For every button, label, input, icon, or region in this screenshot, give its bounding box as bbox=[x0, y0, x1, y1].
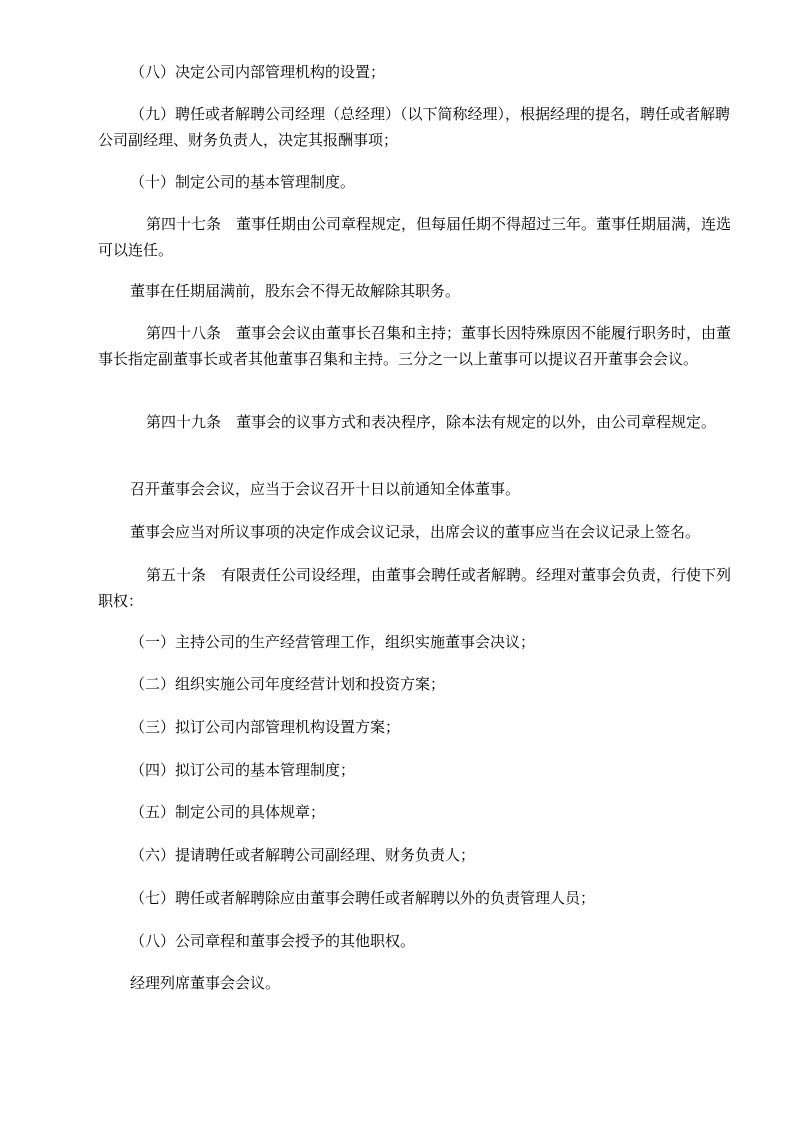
paragraph-item-9-appoint-manager: （九）聘任或者解聘公司经理（总经理）（以下简称经理），根据经理的提名，聘任或者解聘公司副经理、财务负责人，决定其报酬事项； bbox=[98, 105, 731, 149]
paragraph-board-meeting-minutes: 董事会应当对所议事项的决定作成会议记录，出席会议的董事应当在会议记录上签名。 bbox=[130, 523, 701, 541]
paragraph-item-8-management-structure: （八）决定公司内部管理机构的设置； bbox=[130, 63, 386, 81]
paragraph-article-50: 第五十条 有限责任公司设经理，由董事会聘任或者解聘。经理对董事会负责，行使下列职权： bbox=[98, 566, 732, 610]
paragraph-manager-power-6: （六）提请聘任或者解聘公司副经理、财务负责人； bbox=[130, 846, 476, 864]
paragraph-article-48: 第四十八条 董事会会议由董事长召集和主持；董事长因特殊原因不能履行职务时，由董事长指定副董事长或者其他董事召集和主持。三分之一以上董事可以提议召开董事会会议。 bbox=[98, 324, 732, 368]
paragraph-manager-power-4: （四）拟订公司的基本管理制度； bbox=[130, 761, 356, 779]
paragraph-manager-power-7: （七）聘任或者解聘除应由董事会聘任或者解聘以外的负责管理人员； bbox=[130, 889, 596, 907]
paragraph-manager-attends-board: 经理列席董事会会议。 bbox=[130, 974, 281, 992]
paragraph-manager-power-2: （二）组织实施公司年度经营计划和投资方案； bbox=[130, 675, 446, 693]
paragraph-manager-power-5: （五）制定公司的具体规章； bbox=[130, 803, 326, 821]
paragraph-manager-power-1: （一）主持公司的生产经营管理工作，组织实施董事会决议； bbox=[130, 633, 536, 651]
paragraph-item-10-basic-system: （十）制定公司的基本管理制度。 bbox=[130, 173, 356, 191]
paragraph-manager-power-8: （八）公司章程和董事会授予的其他职权。 bbox=[130, 932, 416, 950]
paragraph-director-term-protection: 董事在任期届满前，股东会不得无故解除其职务。 bbox=[130, 282, 461, 300]
paragraph-board-meeting-notice: 召开董事会会议，应当于会议召开十日以前通知全体董事。 bbox=[130, 480, 521, 498]
paragraph-article-49: 第四十九条 董事会的议事方式和表决程序，除本法有规定的以外，由公司章程规定。 bbox=[146, 413, 717, 431]
paragraph-article-47: 第四十七条 董事任期由公司章程规定，但每届任期不得超过三年。董事任期届满，连选可以连任。 bbox=[98, 215, 732, 259]
paragraph-manager-power-3: （三）拟订公司内部管理机构设置方案； bbox=[130, 718, 401, 736]
